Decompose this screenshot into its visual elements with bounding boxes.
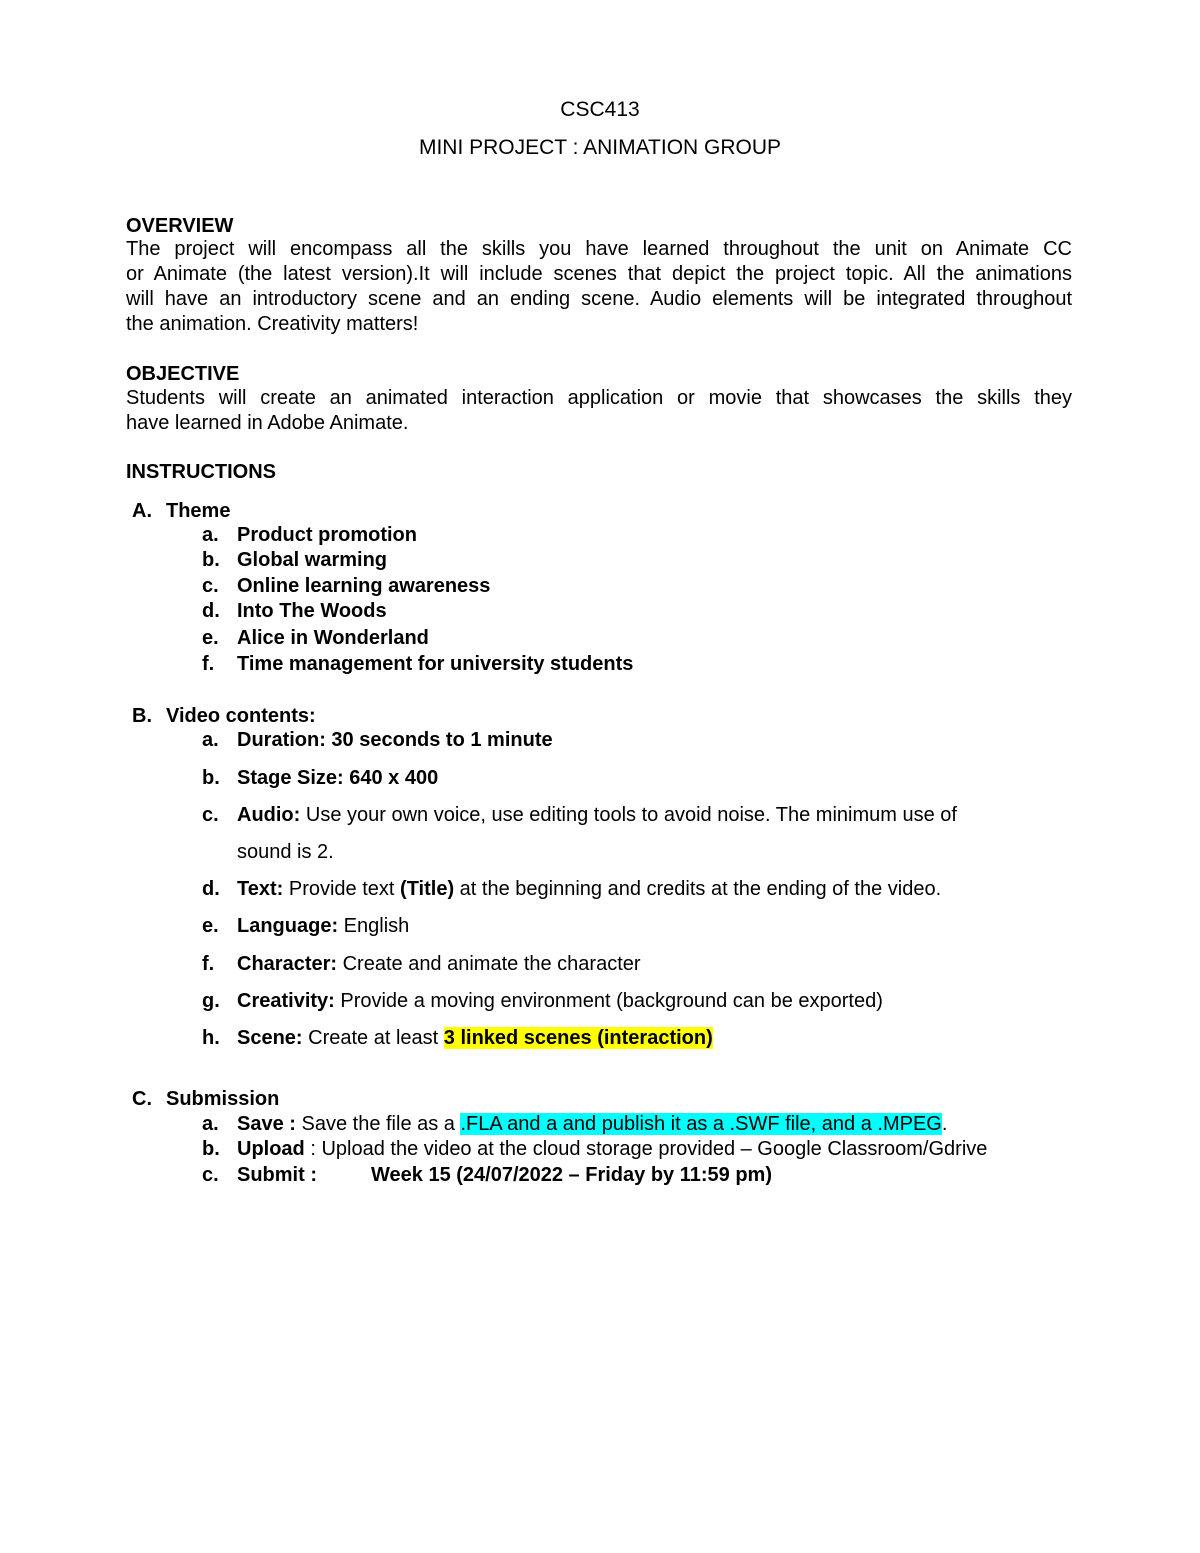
section-title: Video contents:: [166, 705, 316, 727]
overview-line: will have an introductory scene and an ending scene. Audio elements will be integrated throughout: [126, 288, 1072, 310]
section-letter: C.: [132, 1088, 152, 1110]
video-item-language: e. Language: English: [202, 915, 410, 937]
theme-item: a. Product promotion: [202, 524, 417, 546]
overview-line: the animation. Creativity matters!: [126, 313, 419, 335]
theme-item: b. Global warming: [202, 549, 388, 571]
overview-heading: OVERVIEW: [126, 215, 234, 237]
section-letter: A.: [132, 500, 152, 522]
video-item-audio: c. Audio: Use your own voice, use editing tools to avoid noise. The minimum use of: [202, 804, 957, 826]
overview-line: or Animate (the latest version).It will include scenes that depict the project topic. All the animations: [126, 263, 1072, 285]
video-item-text: d. Text: Provide text (Title) at the beginning and credits at the ending of the video.: [202, 878, 942, 900]
theme-item: e. Alice in Wonderland: [202, 627, 429, 649]
course-code: CSC413: [560, 98, 640, 121]
instructions-heading: INSTRUCTIONS: [126, 461, 276, 483]
submission-item-submit: c. Submit : Week 15 (24/07/2022 – Friday by 11:59 pm): [202, 1164, 772, 1186]
section-title: Theme: [166, 500, 231, 522]
video-item-scene: h. Scene: Create at least 3 linked scenes (interaction): [202, 1027, 713, 1049]
theme-item: c. Online learning awareness: [202, 575, 491, 597]
section-submission: [132, 1087, 279, 1111]
theme-item: d. Into The Woods: [202, 600, 387, 622]
objective-line: have learned in Adobe Animate.: [126, 412, 409, 434]
submission-item-upload: b. Upload : Upload the video at the cloud storage provided – Google Classroom/Gdrive: [202, 1138, 988, 1160]
highlighted-text: .FLA and a and publish it as a .SWF file, and a .MPEG: [460, 1113, 942, 1135]
highlighted-text: 3 linked scenes (interaction): [443, 1027, 713, 1049]
section-video-contents: [132, 704, 316, 728]
video-item-creativity: g. Creativity: Provide a moving environment (background can be exported): [202, 990, 883, 1012]
section-letter: B.: [132, 705, 152, 727]
video-item-duration: a. Duration: 30 seconds to 1 minute: [202, 729, 553, 751]
objective-heading: OBJECTIVE: [126, 363, 240, 385]
section-theme: [132, 499, 230, 523]
submission-item-save: a. Save : Save the file as a .FLA and a and publish it as a .SWF file, and a .MPEG.: [202, 1113, 948, 1135]
section-title: Submission: [166, 1088, 280, 1110]
objective-line: Students will create an animated interaction application or movie that showcases the skills they: [126, 387, 1072, 409]
video-item-character: f. Character: Create and animate the character: [202, 953, 641, 975]
document-title: MINI PROJECT : ANIMATION GROUP: [418, 136, 782, 159]
video-item-audio-continued: sound is 2.: [237, 841, 334, 863]
video-item-stage-size: b. Stage Size: 640 x 400: [202, 767, 439, 789]
overview-line: The project will encompass all the skills you have learned throughout the unit on Animate CC: [126, 238, 1072, 260]
theme-item: f. Time management for university students: [202, 653, 634, 675]
